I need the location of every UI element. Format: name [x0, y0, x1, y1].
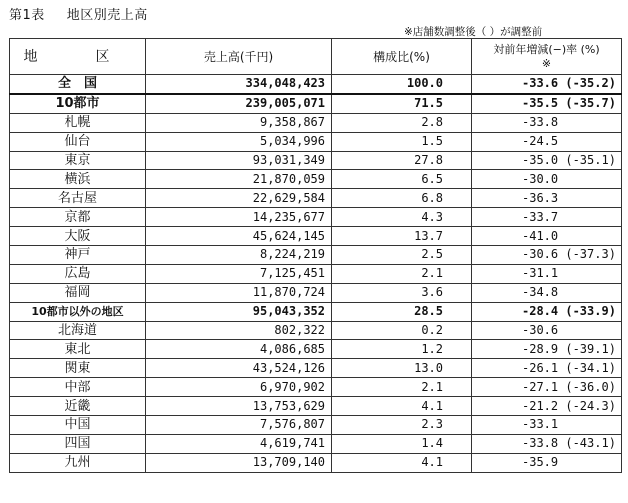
table-row	[10, 453, 622, 472]
table-row	[10, 170, 622, 189]
ratio-cell: 13.0	[332, 359, 472, 378]
adjustment-note: ※店舗数調整後（ ）が調整前	[404, 26, 543, 38]
header-change-line2: ※	[541, 56, 552, 70]
header-change-line1: 対前年増減(−)率 (%)	[493, 42, 600, 56]
ratio-cell: 1.4	[332, 434, 472, 453]
ratio-cell: 13.7	[332, 227, 472, 246]
region-cell: 東北	[10, 340, 146, 359]
header-change	[472, 39, 622, 75]
change-cell: -41.0	[472, 227, 622, 246]
table-row	[10, 132, 622, 151]
ratio-cell: 2.1	[332, 264, 472, 283]
sales-cell: 4,086,685	[146, 340, 332, 359]
header-region: 地 区	[10, 39, 146, 75]
change-cell: -35.0 (-35.1)	[472, 151, 622, 170]
change-cell: -28.4 (-33.9)	[472, 302, 622, 321]
change-cell: -30.6	[472, 321, 622, 340]
change-cell: -21.2 (-24.3)	[472, 397, 622, 416]
sales-cell: 21,870,059	[146, 170, 332, 189]
header-sales: 売上高(千円)	[146, 39, 332, 75]
sales-cell: 802,322	[146, 321, 332, 340]
change-cell: -30.6 (-37.3)	[472, 246, 622, 265]
table-row	[10, 302, 622, 321]
change-cell: -33.7	[472, 208, 622, 227]
table-row	[10, 94, 622, 113]
sales-cell: 9,358,867	[146, 113, 332, 132]
table-row	[10, 397, 622, 416]
change-cell: -24.5	[472, 132, 622, 151]
ratio-cell: 2.8	[332, 113, 472, 132]
change-cell: -34.8	[472, 283, 622, 302]
ratio-cell: 2.3	[332, 416, 472, 435]
table-row	[10, 227, 622, 246]
region-cell: 中部	[10, 378, 146, 397]
region-cell: 札幌	[10, 113, 146, 132]
change-cell: -33.8	[472, 113, 622, 132]
change-cell: -28.9 (-39.1)	[472, 340, 622, 359]
change-cell: -33.1	[472, 416, 622, 435]
ratio-cell: 0.2	[332, 321, 472, 340]
ratio-cell: 100.0	[332, 75, 472, 94]
ratio-cell: 1.2	[332, 340, 472, 359]
table-row	[10, 340, 622, 359]
region-cell: 福岡	[10, 283, 146, 302]
sales-cell: 5,034,996	[146, 132, 332, 151]
change-cell: -36.3	[472, 189, 622, 208]
table-title	[9, 4, 148, 23]
region-cell: 横浜	[10, 170, 146, 189]
sales-cell: 6,970,902	[146, 378, 332, 397]
table-row	[10, 416, 622, 435]
ratio-cell: 28.5	[332, 302, 472, 321]
region-cell: 近畿	[10, 397, 146, 416]
region-cell: 四国	[10, 434, 146, 453]
table-row	[10, 151, 622, 170]
header-row	[10, 39, 622, 75]
sales-cell: 8,224,219	[146, 246, 332, 265]
change-cell: -26.1 (-34.1)	[472, 359, 622, 378]
ratio-cell: 71.5	[332, 94, 472, 113]
sales-cell: 14,235,677	[146, 208, 332, 227]
change-cell: -33.6 (-35.2)	[472, 75, 622, 94]
ratio-cell: 2.5	[332, 246, 472, 265]
ratio-cell: 1.5	[332, 132, 472, 151]
region-cell: 京都	[10, 208, 146, 227]
region-cell: 大阪	[10, 227, 146, 246]
sales-cell: 43,524,126	[146, 359, 332, 378]
region-cell: 名古屋	[10, 189, 146, 208]
regional-sales-table	[9, 38, 622, 473]
sales-cell: 239,005,071	[146, 94, 332, 113]
region-cell: 仙台	[10, 132, 146, 151]
change-cell: -35.5 (-35.7)	[472, 94, 622, 113]
table-row	[10, 321, 622, 340]
table-number: 第1表	[9, 8, 45, 23]
table-row	[10, 208, 622, 227]
table-row	[10, 113, 622, 132]
sales-cell: 22,629,584	[146, 189, 332, 208]
table-row	[10, 75, 622, 94]
sales-cell: 7,576,807	[146, 416, 332, 435]
region-cell: 10都市	[10, 94, 146, 113]
table-row	[10, 283, 622, 302]
table-row	[10, 378, 622, 397]
region-cell: 神戸	[10, 246, 146, 265]
sales-cell: 13,709,140	[146, 453, 332, 472]
sales-cell: 95,043,352	[146, 302, 332, 321]
sales-cell: 13,753,629	[146, 397, 332, 416]
change-cell: -33.8 (-43.1)	[472, 434, 622, 453]
ratio-cell: 4.1	[332, 453, 472, 472]
sales-cell: 334,048,423	[146, 75, 332, 94]
region-cell: 東京	[10, 151, 146, 170]
table-row	[10, 434, 622, 453]
change-cell: -30.0	[472, 170, 622, 189]
ratio-cell: 6.5	[332, 170, 472, 189]
table-row	[10, 189, 622, 208]
ratio-cell: 4.3	[332, 208, 472, 227]
header-ratio: 構成比(%)	[332, 39, 472, 75]
ratio-cell: 27.8	[332, 151, 472, 170]
table-row	[10, 264, 622, 283]
region-cell: 10都市以外の地区	[10, 302, 146, 321]
ratio-cell: 4.1	[332, 397, 472, 416]
table-row	[10, 246, 622, 265]
region-cell: 北海道	[10, 321, 146, 340]
ratio-cell: 2.1	[332, 378, 472, 397]
sales-cell: 11,870,724	[146, 283, 332, 302]
sales-cell: 4,619,741	[146, 434, 332, 453]
region-cell: 広島	[10, 264, 146, 283]
region-cell: 関東	[10, 359, 146, 378]
region-cell: 中国	[10, 416, 146, 435]
sales-cell: 93,031,349	[146, 151, 332, 170]
ratio-cell: 6.8	[332, 189, 472, 208]
region-cell: 全 国	[10, 75, 146, 94]
change-cell: -31.1	[472, 264, 622, 283]
region-cell: 九州	[10, 453, 146, 472]
change-cell: -35.9	[472, 453, 622, 472]
change-cell: -27.1 (-36.0)	[472, 378, 622, 397]
sales-cell: 7,125,451	[146, 264, 332, 283]
ratio-cell: 3.6	[332, 283, 472, 302]
table-title-text: 地区別売上高	[66, 8, 148, 23]
sales-cell: 45,624,145	[146, 227, 332, 246]
table-row	[10, 359, 622, 378]
